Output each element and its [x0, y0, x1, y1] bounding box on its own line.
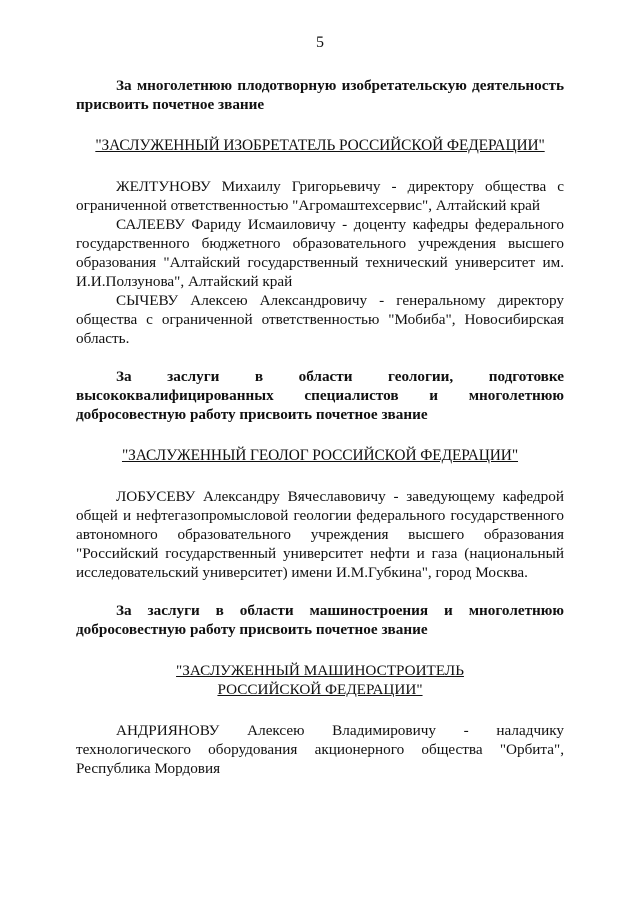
awardee-entry: СЫЧЕВУ Алексею Александровичу - генеральному директору общества с ограниченной ответственностью "Мобиба", Новосибирская область. — [76, 292, 564, 347]
award-intro-inventor: За многолетнюю плодотворную изобретательскую деятельность присвоить почетное звание — [76, 77, 564, 113]
awardee-entry: АНДРИЯНОВУ Алексею Владимировичу - наладчику технологического оборудования акционерного общества "Орбита", Республика Мордовия — [76, 722, 564, 777]
award-intro-machine-builder: За заслуги в области машиностроения и многолетнюю добросовестную работу присвоить почетное звание — [76, 602, 564, 638]
awardee-entry: САЛЕЕВУ Фариду Исмаиловичу - доценту кафедры федерального государственного бюджетного образовательного учреждения высшего образования "Алтайский государственный технический университет им. И.И.Ползунова", Алтайский край — [76, 216, 564, 290]
award-title-inventor: "ЗАСЛУЖЕННЫЙ ИЗОБРЕТАТЕЛЬ РОССИЙСКОЙ ФЕДЕРАЦИИ" — [95, 137, 545, 154]
award-title-line: РОССИЙСКОЙ ФЕДЕРАЦИИ" — [217, 681, 423, 698]
awardee-entry: ЖЕЛТУНОВУ Михаилу Григорьевичу - директору общества с ограниченной ответственностью "Агромаштехсервис", Алтайский край — [76, 178, 564, 214]
award-intro-geologist: За заслуги в области геологии, подготовке высококвалифицированных специалистов и многолетнюю добросовестную работу присвоить почетное звание — [76, 368, 564, 423]
award-title-geologist: "ЗАСЛУЖЕННЫЙ ГЕОЛОГ РОССИЙСКОЙ ФЕДЕРАЦИИ" — [121, 447, 519, 464]
awardee-entry: ЛОБУСЕВУ Александру Вячеславовичу - заведующему кафедрой общей и нефтегазопромысловой геологии федерального государственного автономного образовательного учреждения высшего образования "Российский государственный университет нефти и газа (национальный исследовательский университет) имени И.М.Губкина", город Москва. — [76, 488, 564, 581]
award-title-machine-builder — [76, 661, 564, 699]
document-body — [76, 76, 564, 778]
award-title-line: "ЗАСЛУЖЕННЫЙ МАШИНОСТРОИТЕЛЬ — [176, 662, 464, 679]
page-number: 5 — [316, 34, 324, 51]
